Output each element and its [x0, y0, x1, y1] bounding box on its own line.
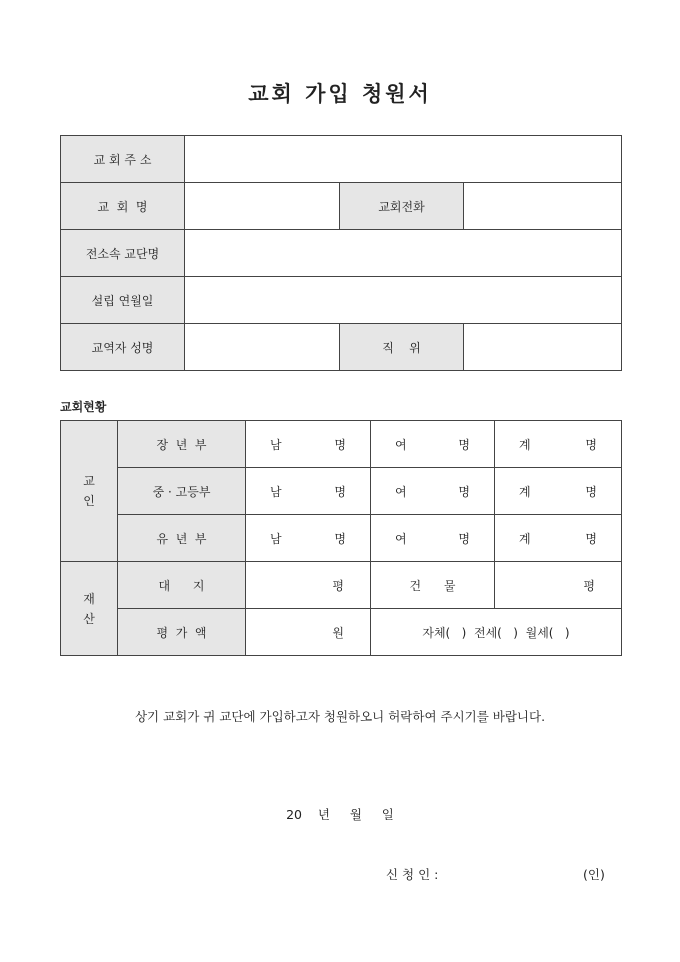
prev-denomination-field[interactable]	[185, 230, 622, 277]
position-field[interactable]	[464, 324, 622, 371]
form-title: 교회 가입 청원서	[248, 81, 432, 106]
total-count-field[interactable]: 계 명	[495, 468, 622, 515]
total-count-field[interactable]: 계 명	[495, 421, 622, 468]
ownership-type-field[interactable]: 자체( ) 전세( ) 월세( )	[371, 609, 622, 656]
male-count-field[interactable]: 남 명	[246, 515, 371, 562]
church-status-table	[60, 420, 622, 656]
valuation-field[interactable]: 원	[246, 609, 371, 656]
total-count-field[interactable]: 계 명	[495, 515, 622, 562]
land-area-field[interactable]: 평	[246, 562, 371, 609]
property-label: 재 산	[61, 562, 118, 656]
building-area-field[interactable]: 평	[495, 562, 622, 609]
female-count-field[interactable]: 여 명	[371, 515, 495, 562]
church-phone-field[interactable]	[464, 183, 622, 230]
church-phone-label: 교회전화	[340, 183, 464, 230]
applicant-label[interactable]: 신 청 인 :	[386, 867, 439, 882]
group-label: 장 년 부	[118, 421, 246, 468]
church-name-field[interactable]	[185, 183, 340, 230]
address-field[interactable]	[185, 136, 622, 183]
founded-date-field[interactable]	[185, 277, 622, 324]
status-heading: 교회현황	[60, 400, 107, 414]
male-count-field[interactable]: 남 명	[246, 468, 371, 515]
position-label: 직 위	[340, 324, 464, 371]
male-count-field[interactable]: 남 명	[246, 421, 371, 468]
group-label: 중 · 고등부	[118, 468, 246, 515]
seal-label: (인)	[583, 867, 605, 882]
petition-statement: 상기 교회가 귀 교단에 가입하고자 청원하오니 허락하여 주시기를 바랍니다.	[134, 709, 546, 724]
pastor-name-label: 교역자 성명	[61, 324, 185, 371]
church-name-label: 교 회 명	[61, 183, 185, 230]
building-label: 건 물	[371, 562, 495, 609]
founded-date-label: 설립 연월일	[61, 277, 185, 324]
group-label: 유 년 부	[118, 515, 246, 562]
date-line[interactable]: 20 년 월 일	[286, 807, 394, 822]
female-count-field[interactable]: 여 명	[371, 468, 495, 515]
valuation-label: 평 가 액	[118, 609, 246, 656]
address-label: 교 회 주 소	[61, 136, 185, 183]
land-label: 대 지	[118, 562, 246, 609]
female-count-field[interactable]: 여 명	[371, 421, 495, 468]
church-info-table	[60, 135, 622, 371]
pastor-name-field[interactable]	[185, 324, 340, 371]
prev-denomination-label: 전소속 교단명	[61, 230, 185, 277]
members-label: 교 인	[61, 421, 118, 562]
